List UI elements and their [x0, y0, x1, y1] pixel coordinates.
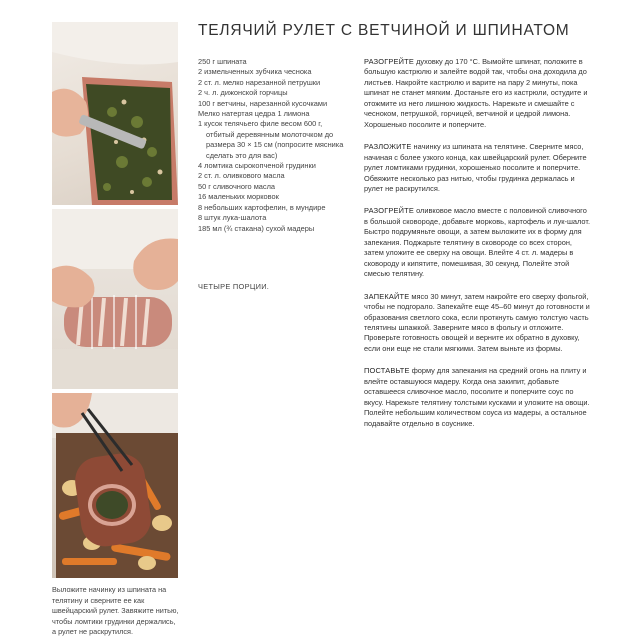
ingredient-item: 250 г шпината: [198, 57, 247, 66]
ingredient-item: 2 измельченных зубчика чеснока: [198, 67, 312, 77]
step-1: РАЗОГРЕЙТЕ духовку до 170 °С. Вымойте шпинат, положите в большую кастрюлю и залейте водой так, чтобы она доходила до листьев. Накройте кастрюлю и варите на пару 2 минуты, пока шпинат не станет мягким. Достаньте его из кастрюли, остудите и отожмите из него лишнюю жидкость. Нарежьте и смешайте с чесноком, петрушкой, горчицей, ветчиной и цедрой лимона. Хорошенько посолите и поперчите.: [364, 57, 588, 129]
ingredient-item: 16 маленьких морковок: [198, 192, 279, 202]
ingredient-item: Мелко натертая цедра 1 лимона: [198, 109, 310, 119]
ingredient-item: 2 ст. л. мелко нарезанной петрушки: [198, 77, 321, 87]
ingredient-item: 50 г сливочного масла: [198, 181, 275, 191]
photo-roll-on-vegetables: [52, 393, 178, 578]
ingredient-item: 8 небольших картофелин, в мундире: [198, 202, 326, 212]
ingredient-item: 4 ломтика сырокопченой грудинки: [198, 161, 316, 171]
method-steps: [364, 57, 590, 441]
ingredient-item: 185 мл (¾ стакана) сухой мадеры: [198, 223, 315, 233]
step-5: ПОСТАВЬТЕ форму для запекания на средний огонь на плиту и влейте оставшуюся мадеру. Когда она закипит, добавьте оставшееся сливочное масло, посолите и поперчите соус по вкусу. Нарежьте телятину толстыми кусками и уложите на овощи. Полейте небольшим количеством соуса из мадеры, а остальное подавайте отдельно в соуснике.: [364, 366, 590, 428]
photo-spreading-filling: [52, 22, 178, 205]
ingredient-item: 100 г ветчины, нарезанной кусочками: [198, 98, 328, 108]
ingredient-item: 2 ч. л. дижонской горчицы: [198, 88, 288, 98]
step-3: РАЗОГРЕЙТЕ оливковое масло вместе с половиной сливочного в большой сковороде, добавьте морковь, картофель и лук-шалот. Быстро подрумяньте овощи, а затем выложите их в форму для запекания. Поджарьте телятину в сковороде со всех сторон, затем уложите ее сверху на овощи. Влейте 4 ст. л. мадеры в сковороду и кипятите, помешивая, 30 секунд. Полейте этой смесью телятину.: [364, 206, 590, 279]
ingredient-item: 2 ст. л. оливкового масла: [198, 171, 285, 181]
ingredient-item: 1 кусок телячьего филе весом 600 г, отбитый деревянным молоточком до размера 30 × 15 см (попросите мясника сделать это для вас): [198, 119, 344, 160]
recipe-title: ТЕЛЯЧИЙ РУЛЕТ С ВЕТЧИНОЙ И ШПИНАТОМ: [198, 22, 570, 39]
step-4: ЗАПЕКАЙТЕ мясо 30 минут, затем накройте его сверху фольгой, чтобы не подгорало. Запекайте еще 45–60 минут до готовности и образования светлого сока, если проткнуть самую толстую часть телятины шпажкой. Заверните мясо в фольгу и отложите. Проверьте готовность овощей и верните их обратно в духовку, если они еще не стали мягкими. Затем выньте из формы.: [364, 291, 590, 353]
ingredient-item: 8 штук лука-шалота: [198, 213, 267, 223]
step-2: РАЗЛОЖИТЕ начинку из шпината на телятине. Сверните мясо, начиная с более узкого конца, как швейцарский рулет. Оберните рулет ломтиками грудинки, хорошенько посолите и поперчите. Обвяжите несколько раз нитью, чтобы грудинка держалась и рулет не раскрутился.: [364, 142, 587, 193]
ingredients-list: [198, 57, 358, 234]
photo-tying-roll: [52, 209, 178, 389]
photo-caption: Выложите начинку из шпината на телятину и сверните ее как швейцарский рулет. Завяжите нитью, чтобы ломтики грудинки держались, а рулет не раскрутился.: [52, 585, 179, 637]
servings: ЧЕТЫРЕ ПОРЦИИ.: [198, 282, 270, 291]
